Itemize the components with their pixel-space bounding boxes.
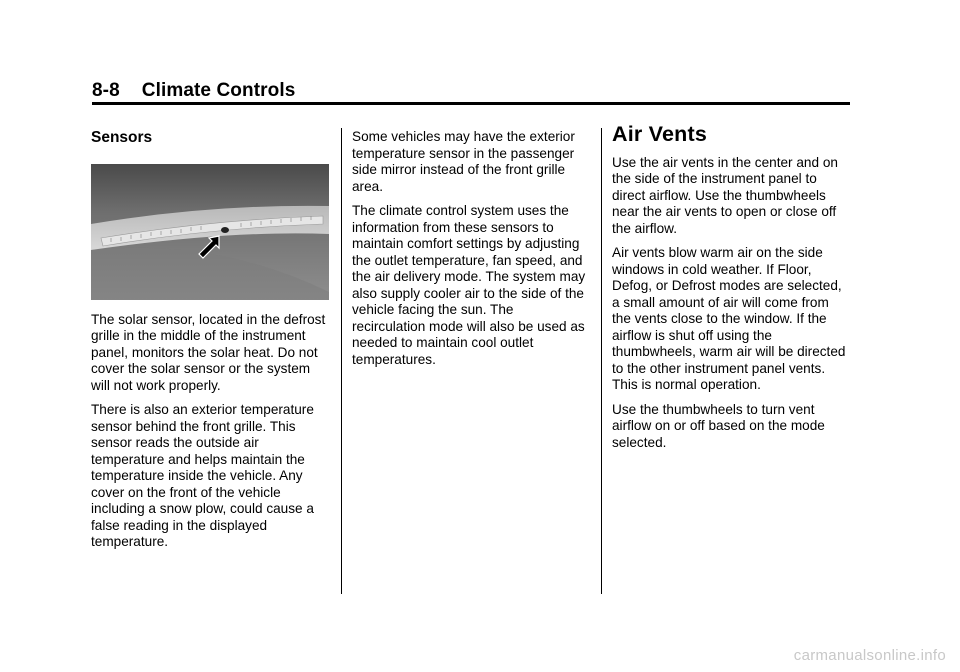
sensors-heading: Sensors bbox=[91, 129, 153, 146]
col1-paragraph-1: The solar sensor, located in the defrost grille in the middle of the instrument panel, monitors the solar heat. Do not cover the solar sensor or the system will not work properly. bbox=[91, 311, 326, 393]
col3-paragraph-1: Use the air vents in the center and on the side of the instrument panel to direct airflow. Use the thumbwheels near the air vents to open or close off the airflow. bbox=[612, 154, 838, 236]
section-number: 8-8 bbox=[92, 80, 120, 101]
header-rule bbox=[92, 102, 850, 105]
col3-paragraph-3: Use the thumbwheels to turn vent airflow on or off based on the mode selected. bbox=[612, 401, 825, 450]
col2-paragraph-2: The climate control system uses the information from these sensors to maintain comfort settings by adjusting the outlet temperature, fan speed, and the air delivery mode. The system may also supply cooler air to the side of the vehicle facing the sun. The recirculation mode will also be used as needed to maintain cool outlet temperatures. bbox=[352, 203, 586, 367]
column-2 bbox=[352, 129, 590, 376]
col1-paragraph-2: There is also an exterior temperature sensor behind the front grille. This sensor reads the outside air temperature and helps maintain the temperature inside the vehicle. Any cover on the front of the vehicle including a snow plow, could cause a false reading in the displayed temperature. bbox=[91, 402, 314, 549]
col3-paragraph-2: Air vents blow warm air on the side windows in cold weather. If Floor, Defog, or Defrost modes are selected, a small amount of air will come from the vents close to the window. If the airflow is shut off using the thumbwheels, warm air will be directed to the other instrument panel vents. This is normal operation. bbox=[612, 245, 846, 392]
air-vents-heading: Air Vents bbox=[612, 122, 708, 146]
column-3 bbox=[612, 122, 850, 459]
col2-paragraph-1: Some vehicles may have the exterior temperature sensor in the passenger side mirror instead of the front grille area. bbox=[352, 129, 575, 194]
chapter-title: Climate Controls bbox=[141, 80, 296, 101]
column-divider-2 bbox=[601, 128, 602, 594]
column-1 bbox=[91, 126, 331, 559]
watermark: carmanualsonline.info bbox=[793, 647, 946, 664]
column-divider-1 bbox=[341, 128, 342, 594]
solar-sensor-photo bbox=[91, 164, 329, 300]
page-header bbox=[92, 80, 295, 102]
